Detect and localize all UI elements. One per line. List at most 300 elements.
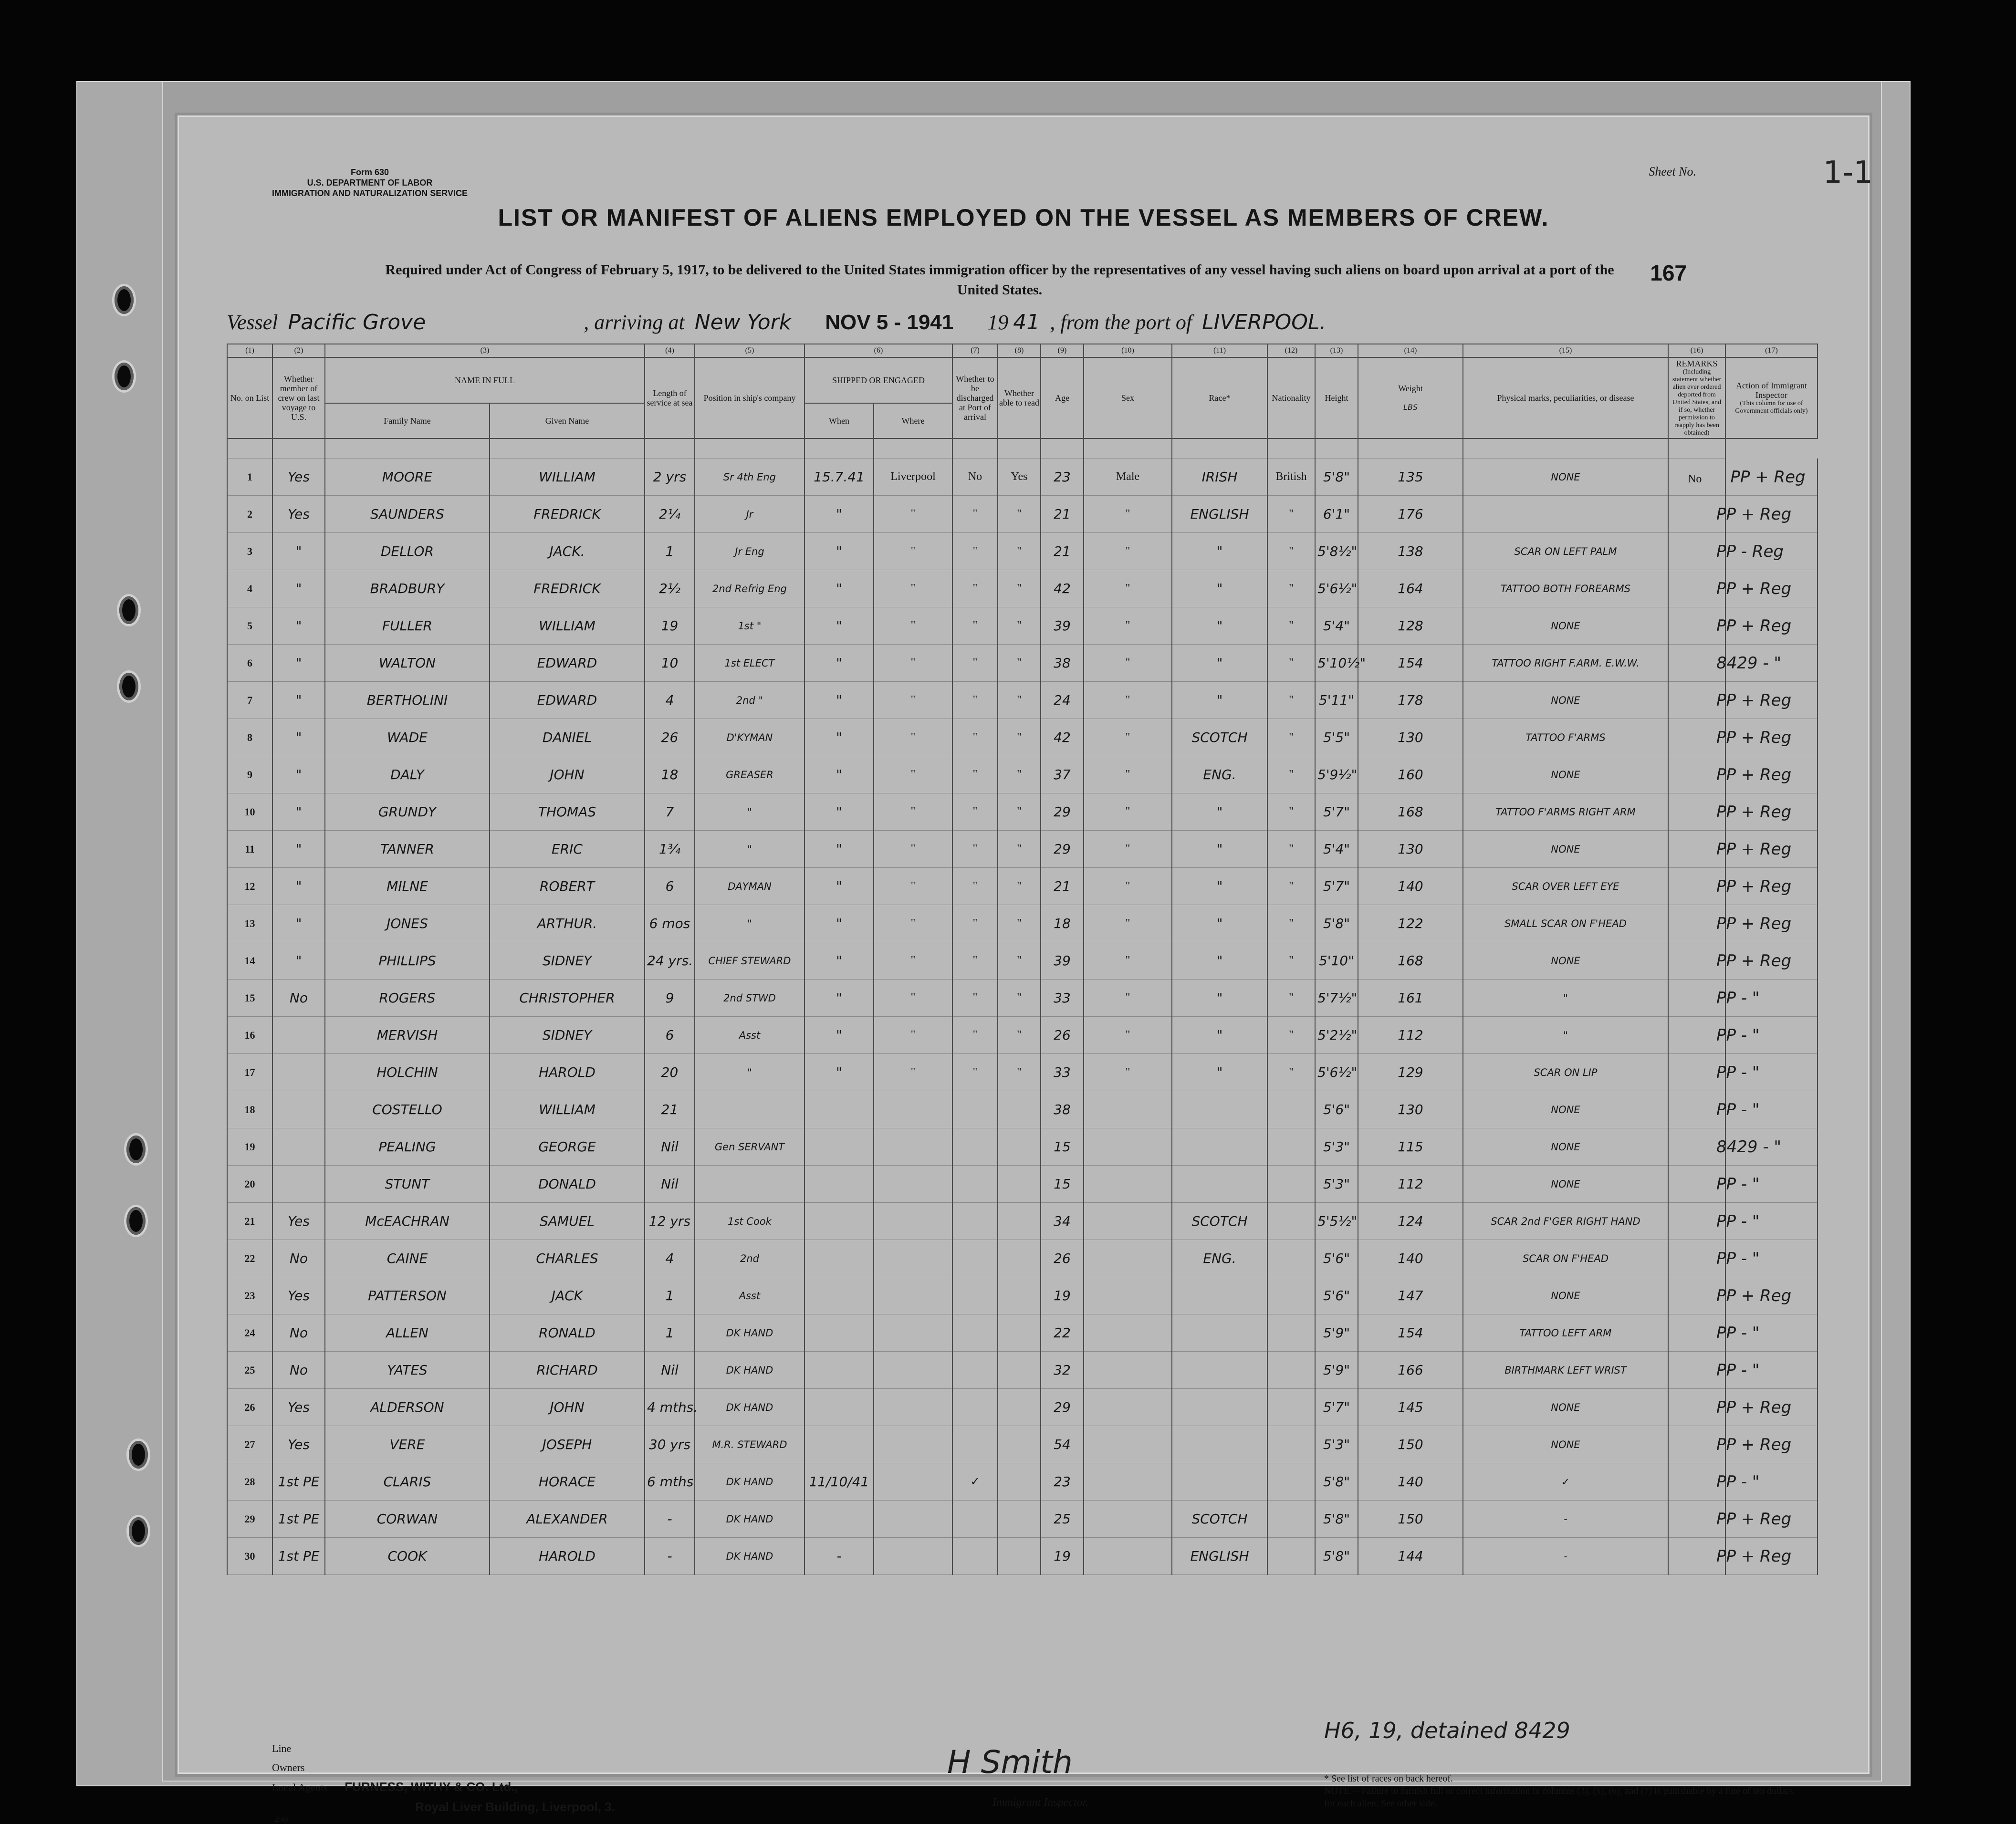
last-voyage-cell — [272, 1054, 325, 1091]
family-name-cell: VERE — [325, 1426, 490, 1463]
given-name-cell: CHRISTOPHER — [490, 980, 645, 1017]
shipped-where-cell — [874, 1166, 952, 1203]
inspector-action-text: PP - " — [1716, 1025, 1760, 1045]
sex-cell — [1084, 1128, 1172, 1166]
able-to-read-cell — [998, 1166, 1041, 1203]
shipped-when-cell — [804, 1128, 874, 1166]
col-number: (13) — [1315, 344, 1358, 357]
age-cell: 15 — [1041, 1166, 1084, 1203]
given-name-cell: EDWARD — [490, 645, 645, 682]
sex-cell — [1084, 1426, 1172, 1463]
sex-cell: " — [1084, 831, 1172, 868]
race-cell: ENGLISH — [1172, 1538, 1267, 1575]
header-physical-marks: Physical marks, peculiarities, or disease — [1463, 357, 1668, 438]
shipped-when-cell: " — [804, 980, 874, 1017]
family-name-cell: PEALING — [325, 1128, 490, 1166]
nationality-cell: " — [1267, 533, 1315, 570]
race-cell: " — [1172, 868, 1267, 905]
remarks-cell — [1668, 719, 1792, 756]
able-to-read-cell: " — [998, 1017, 1041, 1054]
race-cell — [1172, 1352, 1267, 1389]
header-where: Where — [874, 403, 952, 438]
service-length-cell: 2 yrs — [645, 459, 695, 496]
inspector-action-text: PP - " — [1716, 1360, 1760, 1380]
remarks-cell — [1668, 1128, 1782, 1166]
able-to-read-cell: " — [998, 980, 1041, 1017]
remarks-cell — [1668, 980, 1760, 1017]
race-cell: " — [1172, 831, 1267, 868]
given-name-cell: SIDNEY — [490, 1017, 645, 1054]
family-name-cell: HOLCHIN — [325, 1054, 490, 1091]
age-cell: 21 — [1041, 868, 1084, 905]
race-cell: ENG. — [1172, 756, 1267, 793]
sex-cell — [1084, 1538, 1172, 1575]
shipped-when-cell: " — [804, 942, 874, 980]
weight-cell: 145 — [1358, 1389, 1463, 1426]
family-name-cell: CORWAN — [325, 1501, 490, 1538]
family-name-cell: WALTON — [325, 645, 490, 682]
shipped-where-cell — [874, 1314, 952, 1352]
inspector-action-text: 8429 - " — [1716, 1137, 1782, 1157]
age-cell: 21 — [1041, 533, 1084, 570]
row-number: 26 — [227, 1389, 272, 1426]
age-cell: 42 — [1041, 719, 1084, 756]
nationality-cell: " — [1267, 1017, 1315, 1054]
given-name-cell: EDWARD — [490, 682, 645, 719]
agents-label: Local Agents — [272, 1782, 328, 1793]
shipped-when-cell — [804, 1240, 874, 1277]
height-cell: 5'6½" — [1315, 1054, 1358, 1091]
physical-marks-cell: ✓ — [1463, 1463, 1668, 1501]
family-name-cell: DELLOR — [325, 533, 490, 570]
position-cell: 2nd Refrig Eng — [695, 570, 804, 607]
weight-cell: 168 — [1358, 942, 1463, 980]
blank-row — [227, 438, 1818, 459]
physical-marks-cell: - — [1463, 1501, 1668, 1538]
family-name-cell: GRUNDY — [325, 793, 490, 831]
col-number: (5) — [695, 344, 804, 357]
weight-cell: 112 — [1358, 1166, 1463, 1203]
able-to-read-cell: " — [998, 793, 1041, 831]
weight-cell: 138 — [1358, 533, 1463, 570]
discharge-cell — [952, 1091, 998, 1128]
able-to-read-cell — [998, 1091, 1041, 1128]
arriving-label: , arriving at — [584, 311, 685, 334]
service-length-cell: 30 yrs — [645, 1426, 695, 1463]
weight-cell: 166 — [1358, 1352, 1463, 1389]
physical-marks-cell: TATTOO LEFT ARM — [1463, 1314, 1668, 1352]
age-cell: 42 — [1041, 570, 1084, 607]
crew-row — [227, 831, 1818, 868]
sex-cell: " — [1084, 1054, 1172, 1091]
header-remarks-note: (Including statement whether alien ever ordered deported from United States, and if so, whether permission to reapply has been obtained) — [1672, 368, 1722, 437]
given-name-cell: JOHN — [490, 1389, 645, 1426]
age-cell: 32 — [1041, 1352, 1084, 1389]
weight-cell: 128 — [1358, 607, 1463, 645]
weight-cell: 164 — [1358, 570, 1463, 607]
crew-row — [227, 1054, 1818, 1091]
shipped-when-cell: " — [804, 868, 874, 905]
race-cell: " — [1172, 980, 1267, 1017]
discharge-cell — [952, 1277, 998, 1314]
header-inspector-action — [1725, 357, 1818, 438]
sex-cell — [1084, 1240, 1172, 1277]
weight-cell: 122 — [1358, 905, 1463, 942]
nationality-cell — [1267, 1501, 1315, 1538]
weight-cell: 130 — [1358, 719, 1463, 756]
able-to-read-cell — [998, 1314, 1041, 1352]
shipped-where-cell: " — [874, 1017, 952, 1054]
weight-cell: 124 — [1358, 1203, 1463, 1240]
able-to-read-cell: Yes — [998, 459, 1041, 496]
row-number: 18 — [227, 1091, 272, 1128]
able-to-read-cell: " — [998, 905, 1041, 942]
nationality-cell: " — [1267, 719, 1315, 756]
discharge-cell: " — [952, 719, 998, 756]
service-length-cell: 4 — [645, 682, 695, 719]
physical-marks-cell: " — [1463, 1017, 1668, 1054]
row-number: 15 — [227, 980, 272, 1017]
remarks-cell — [1668, 905, 1792, 942]
position-cell: DK HAND — [695, 1501, 804, 1538]
sex-cell: " — [1084, 793, 1172, 831]
nationality-cell: British — [1267, 459, 1315, 496]
height-cell: 5'3" — [1315, 1166, 1358, 1203]
remarks-cell — [1668, 1054, 1760, 1091]
service-length-cell: 1 — [645, 1314, 695, 1352]
row-number: 19 — [227, 1128, 272, 1166]
physical-marks-cell: NONE — [1463, 459, 1668, 496]
discharge-cell: " — [952, 496, 998, 533]
race-cell: " — [1172, 533, 1267, 570]
able-to-read-cell — [998, 1389, 1041, 1426]
remarks-cell — [1668, 831, 1792, 868]
nationality-cell — [1267, 1352, 1315, 1389]
inspector-action-text: PP + Reg — [1716, 802, 1792, 822]
crew-row — [227, 1091, 1818, 1128]
handwritten-note: H6, 19, detained 8429 — [1324, 1718, 1570, 1743]
col-number: (12) — [1267, 344, 1315, 357]
nationality-cell: " — [1267, 682, 1315, 719]
shipped-when-cell: " — [804, 496, 874, 533]
shipped-where-cell: Liverpool — [874, 459, 952, 496]
crew-row — [227, 980, 1818, 1017]
position-cell — [695, 1166, 804, 1203]
sex-cell — [1084, 1091, 1172, 1128]
weight-cell: 140 — [1358, 1463, 1463, 1501]
remarks-cell — [1668, 793, 1792, 831]
sex-cell: " — [1084, 942, 1172, 980]
physical-marks-cell: - — [1463, 1538, 1668, 1575]
age-cell: 38 — [1041, 645, 1084, 682]
row-number: 17 — [227, 1054, 272, 1091]
discharge-cell: " — [952, 645, 998, 682]
given-name-cell: ERIC — [490, 831, 645, 868]
row-number: 21 — [227, 1203, 272, 1240]
service-length-cell: 12 yrs — [645, 1203, 695, 1240]
row-number: 9 — [227, 756, 272, 793]
family-name-cell: TANNER — [325, 831, 490, 868]
inspector-action-text: PP - " — [1716, 1323, 1760, 1343]
last-voyage-cell: " — [272, 942, 325, 980]
family-name-cell: McEACHRAN — [325, 1203, 490, 1240]
binder-hole — [115, 363, 134, 390]
age-cell: 26 — [1041, 1017, 1084, 1054]
given-name-cell: JACK — [490, 1277, 645, 1314]
race-cell — [1172, 1389, 1267, 1426]
page-subtitle: Required under Act of Congress of February 5, 1917, to be delivered to the United States immigration officer by the representatives of any vessel having such aliens on board upon arrival at a port of the United States. — [385, 262, 1614, 298]
sex-cell — [1084, 1389, 1172, 1426]
crew-row — [227, 496, 1818, 533]
discharge-cell: " — [952, 607, 998, 645]
inspector-action-text: PP + Reg — [1716, 1286, 1792, 1305]
weight-cell: 140 — [1358, 868, 1463, 905]
height-cell: 5'4" — [1315, 831, 1358, 868]
remarks-cell — [1668, 1017, 1760, 1054]
race-cell: " — [1172, 905, 1267, 942]
shipped-when-cell — [804, 1501, 874, 1538]
height-cell: 5'7½" — [1315, 980, 1358, 1017]
crew-row — [227, 1538, 1818, 1575]
service-length-cell: 18 — [645, 756, 695, 793]
physical-marks-cell: NONE — [1463, 1277, 1668, 1314]
position-cell: GREASER — [695, 756, 804, 793]
manifest-body — [227, 438, 1818, 1575]
age-cell: 33 — [1041, 1054, 1084, 1091]
height-cell: 5'7" — [1315, 793, 1358, 831]
remarks-cell — [1668, 1091, 1760, 1128]
shipped-where-cell: " — [874, 942, 952, 980]
weight-cell: 154 — [1358, 1314, 1463, 1352]
position-cell: DK HAND — [695, 1389, 804, 1426]
given-name-cell: WILLIAM — [490, 1091, 645, 1128]
remarks-cell — [1668, 1501, 1792, 1538]
family-name-cell: SAUNDERS — [325, 496, 490, 533]
shipped-where-cell — [874, 1240, 952, 1277]
nationality-cell: " — [1267, 980, 1315, 1017]
height-cell: 5'7" — [1315, 1389, 1358, 1426]
able-to-read-cell — [998, 1128, 1041, 1166]
able-to-read-cell: " — [998, 682, 1041, 719]
given-name-cell: FREDRICK — [490, 496, 645, 533]
race-cell: ENG. — [1172, 1240, 1267, 1277]
binder-hole — [119, 673, 138, 700]
crew-row — [227, 607, 1818, 645]
given-name-cell: ALEXANDER — [490, 1501, 645, 1538]
nationality-cell: " — [1267, 942, 1315, 980]
race-cell: " — [1172, 682, 1267, 719]
last-voyage-cell: Yes — [272, 1203, 325, 1240]
weight-cell: 144 — [1358, 1538, 1463, 1575]
last-voyage-cell: " — [272, 719, 325, 756]
nationality-cell: " — [1267, 905, 1315, 942]
inspector-action-text: PP - " — [1716, 1249, 1760, 1268]
last-voyage-cell: " — [272, 682, 325, 719]
service-name: IMMIGRATION AND NATURALIZATION SERVICE — [272, 188, 468, 198]
sex-cell: " — [1084, 719, 1172, 756]
race-cell — [1172, 1166, 1267, 1203]
shipped-where-cell: " — [874, 1054, 952, 1091]
able-to-read-cell — [998, 1463, 1041, 1501]
height-cell: 5'5½" — [1315, 1203, 1358, 1240]
nationality-cell — [1267, 1277, 1315, 1314]
weight-cell: 160 — [1358, 756, 1463, 793]
height-cell: 5'8" — [1315, 1538, 1358, 1575]
given-name-cell: RICHARD — [490, 1352, 645, 1389]
weight-cell: 147 — [1358, 1277, 1463, 1314]
shipped-when-cell: - — [804, 1538, 874, 1575]
height-cell: 5'6" — [1315, 1091, 1358, 1128]
remarks-cell — [1668, 1426, 1792, 1463]
race-cell — [1172, 1277, 1267, 1314]
able-to-read-cell: " — [998, 607, 1041, 645]
physical-marks-cell: SCAR 2nd F'GER RIGHT HAND — [1463, 1203, 1668, 1240]
footer-notes — [1324, 1772, 1801, 1810]
family-name-cell: ALLEN — [325, 1314, 490, 1352]
row-number: 11 — [227, 831, 272, 868]
shipped-where-cell: " — [874, 980, 952, 1017]
shipped-when-cell — [804, 1389, 874, 1426]
physical-marks-cell: SCAR ON F'HEAD — [1463, 1240, 1668, 1277]
age-cell: 33 — [1041, 980, 1084, 1017]
inspector-action-text: PP + Reg — [1716, 765, 1792, 784]
race-cell — [1172, 1128, 1267, 1166]
height-cell: 5'6" — [1315, 1240, 1358, 1277]
position-cell: D'KYMAN — [695, 719, 804, 756]
sex-cell: " — [1084, 570, 1172, 607]
row-number: 20 — [227, 1166, 272, 1203]
service-length-cell: 6 mths — [645, 1463, 695, 1501]
shipped-where-cell — [874, 1389, 952, 1426]
discharge-cell: No — [952, 459, 998, 496]
nationality-cell: " — [1267, 570, 1315, 607]
crew-row — [227, 533, 1818, 570]
age-cell: 18 — [1041, 905, 1084, 942]
inspector-action-text: PP + Reg — [1716, 1435, 1792, 1454]
last-voyage-cell: " — [272, 607, 325, 645]
inspector-action-text: PP - " — [1716, 988, 1760, 1008]
race-cell: " — [1172, 793, 1267, 831]
family-name-cell: COOK — [325, 1538, 490, 1575]
height-cell: 5'8" — [1315, 1501, 1358, 1538]
remarks-cell — [1668, 1314, 1760, 1352]
service-length-cell: 24 yrs. — [645, 942, 695, 980]
weight-cell: 150 — [1358, 1501, 1463, 1538]
inspector-action-text: PP + Reg — [1716, 690, 1792, 710]
age-cell: 24 — [1041, 682, 1084, 719]
physical-marks-cell: SMALL SCAR ON F'HEAD — [1463, 905, 1668, 942]
stamp-number: 167 — [1650, 261, 1687, 285]
height-cell: 5'8" — [1315, 459, 1358, 496]
row-number: 1 — [227, 459, 272, 496]
remarks-cell — [1668, 645, 1782, 682]
height-cell: 5'10" — [1315, 942, 1358, 980]
department-name: U.S. DEPARTMENT OF LABOR — [307, 178, 433, 188]
inspector-action-text: PP + Reg — [1716, 839, 1792, 859]
given-name-cell: DANIEL — [490, 719, 645, 756]
row-number: 24 — [227, 1314, 272, 1352]
last-voyage-cell: Yes — [272, 1277, 325, 1314]
nationality-cell: " — [1267, 868, 1315, 905]
nationality-cell: " — [1267, 793, 1315, 831]
last-voyage-cell: 1st PE — [272, 1501, 325, 1538]
family-name-cell: COSTELLO — [325, 1091, 490, 1128]
able-to-read-cell — [998, 1203, 1041, 1240]
crew-row — [227, 942, 1818, 980]
last-voyage-cell: " — [272, 570, 325, 607]
age-cell: 34 — [1041, 1203, 1084, 1240]
family-name-cell: ALDERSON — [325, 1389, 490, 1426]
year-prefix: 19 — [987, 311, 1009, 334]
nationality-cell — [1267, 1538, 1315, 1575]
shipped-where-cell — [874, 1352, 952, 1389]
sex-cell — [1084, 1314, 1172, 1352]
physical-marks-cell: SCAR OVER LEFT EYE — [1463, 868, 1668, 905]
shipped-when-cell — [804, 1426, 874, 1463]
age-cell: 29 — [1041, 1389, 1084, 1426]
race-cell: SCOTCH — [1172, 719, 1267, 756]
footer-left — [272, 1739, 615, 1816]
given-name-cell: HAROLD — [490, 1538, 645, 1575]
weight-cell: 140 — [1358, 1240, 1463, 1277]
row-number: 25 — [227, 1352, 272, 1389]
shipped-where-cell: " — [874, 719, 952, 756]
age-cell: 26 — [1041, 1240, 1084, 1277]
remarks-cell — [1668, 1166, 1760, 1203]
race-cell: " — [1172, 1017, 1267, 1054]
physical-marks-cell: NONE — [1463, 831, 1668, 868]
physical-marks-cell: NONE — [1463, 1091, 1668, 1128]
header-sex: Sex — [1084, 357, 1172, 438]
remarks-cell — [1668, 1203, 1760, 1240]
remarks-cell — [1668, 607, 1792, 645]
sex-cell — [1084, 1277, 1172, 1314]
nationality-cell — [1267, 1203, 1315, 1240]
discharge-cell: " — [952, 1017, 998, 1054]
inspector-action-text: PP + Reg — [1716, 914, 1792, 933]
physical-marks-cell: NONE — [1463, 607, 1668, 645]
physical-marks-cell: " — [1463, 980, 1668, 1017]
inspector-action-text: PP - " — [1716, 1174, 1760, 1194]
last-voyage-cell: Yes — [272, 496, 325, 533]
remarks-cell — [1668, 682, 1792, 719]
row-number: 8 — [227, 719, 272, 756]
discharge-cell — [952, 1426, 998, 1463]
crew-row — [227, 1240, 1818, 1277]
binder-hole — [129, 1441, 148, 1469]
discharge-cell: " — [952, 756, 998, 793]
sex-cell: " — [1084, 533, 1172, 570]
remarks-cell — [1668, 868, 1792, 905]
shipped-where-cell: " — [874, 607, 952, 645]
physical-marks-cell: TATTOO F'ARMS RIGHT ARM — [1463, 793, 1668, 831]
able-to-read-cell: " — [998, 533, 1041, 570]
sex-cell — [1084, 1166, 1172, 1203]
position-cell: 2nd STWD — [695, 980, 804, 1017]
discharge-cell: " — [952, 831, 998, 868]
last-voyage-cell: No — [272, 1240, 325, 1277]
crew-row — [227, 1017, 1818, 1054]
given-name-cell: JOSEPH — [490, 1426, 645, 1463]
header-name-in-full: NAME IN FULL — [325, 357, 645, 403]
nationality-cell — [1267, 1091, 1315, 1128]
race-cell — [1172, 1463, 1267, 1501]
sex-cell — [1084, 1501, 1172, 1538]
service-length-cell: 2¼ — [645, 496, 695, 533]
age-cell: 15 — [1041, 1128, 1084, 1166]
age-cell: 19 — [1041, 1277, 1084, 1314]
inspector-action-text: PP + Reg — [1716, 728, 1792, 747]
